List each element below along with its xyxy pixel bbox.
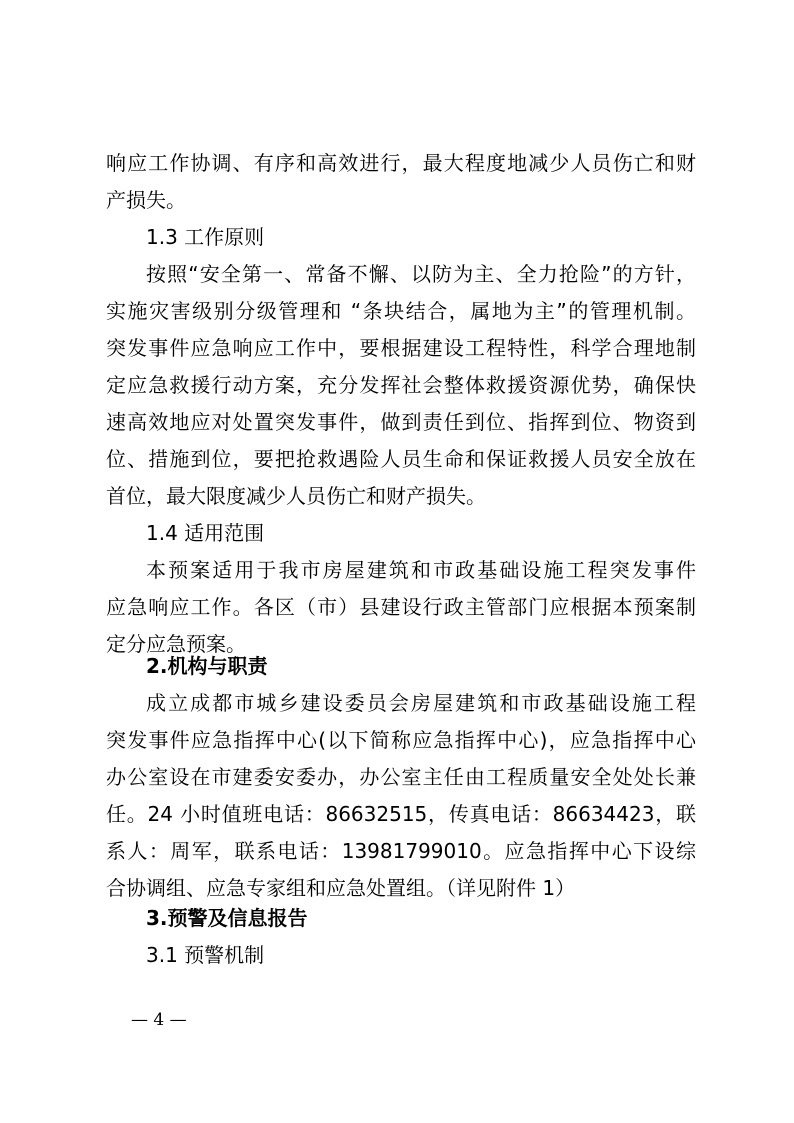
- text-line: 系人：周军，联系电话：13981799010。应急指挥中心下设综: [106, 839, 696, 863]
- text-line: 应急响应工作。各区（市）县建设行政主管部门应根据本预案制: [106, 595, 696, 619]
- text-line: 定分应急预案。: [106, 632, 246, 656]
- text-line: 任。24 小时值班电话：86632515，传真电话：86634423，联: [106, 802, 696, 826]
- section-heading-3-1: 3.1 预警机制: [146, 943, 265, 967]
- section-heading-1-4: 1.4 适用范围: [146, 521, 265, 545]
- text-line: 突发事件应急指挥中心(以下简称应急指挥中心)，应急指挥中心: [106, 728, 696, 752]
- text-line: 响应工作协调、有序和高效进行，最大程度地减少人员伤亡和财: [106, 151, 696, 175]
- text-line: 速高效地应对处置突发事件，做到责任到位、指挥到位、物资到: [106, 410, 696, 434]
- section-heading-3: 3.预警及信息报告: [146, 906, 308, 930]
- text-line: 按照“安全第一、常备不懈、以防为主、全力抢险”的方针，: [146, 262, 696, 286]
- text-line: 首位，最大限度减少人员伤亡和财产损失。: [106, 484, 486, 508]
- text-line: 产损失。: [106, 188, 186, 212]
- page-number: — 4 —: [131, 1010, 187, 1030]
- paragraph-continuation: [106, 145, 696, 219]
- section-heading-1-3: 1.3 工作原则: [146, 225, 265, 249]
- text-line: 办公室设在市建委安委办，办公室主任由工程质量安全处处长兼: [106, 765, 696, 789]
- paragraph-organization: [106, 685, 696, 907]
- text-line: 本预案适用于我市房屋建筑和市政基础设施工程突发事件: [146, 558, 696, 582]
- text-line: 突发事件应急响应工作中，要根据建设工程特性，科学合理地制: [106, 336, 696, 360]
- paragraph-scope: [106, 552, 696, 663]
- text-line: 实施灾害级别分级管理和 “条块结合，属地为主”的管理机制。: [106, 299, 696, 323]
- text-line: 成立成都市城乡建设委员会房屋建筑和市政基础设施工程: [146, 691, 696, 715]
- text-line: 合协调组、应急专家组和应急处置组。（详见附件 1）: [106, 876, 576, 900]
- text-line: 位、措施到位，要把抢救遇险人员生命和保证救援人员安全放在: [106, 447, 696, 471]
- text-line: 定应急救援行动方案，充分发挥社会整体救援资源优势，确保快: [106, 373, 696, 397]
- section-heading-2: 2.机构与职责: [146, 654, 268, 678]
- paragraph-work-principles: [106, 256, 696, 515]
